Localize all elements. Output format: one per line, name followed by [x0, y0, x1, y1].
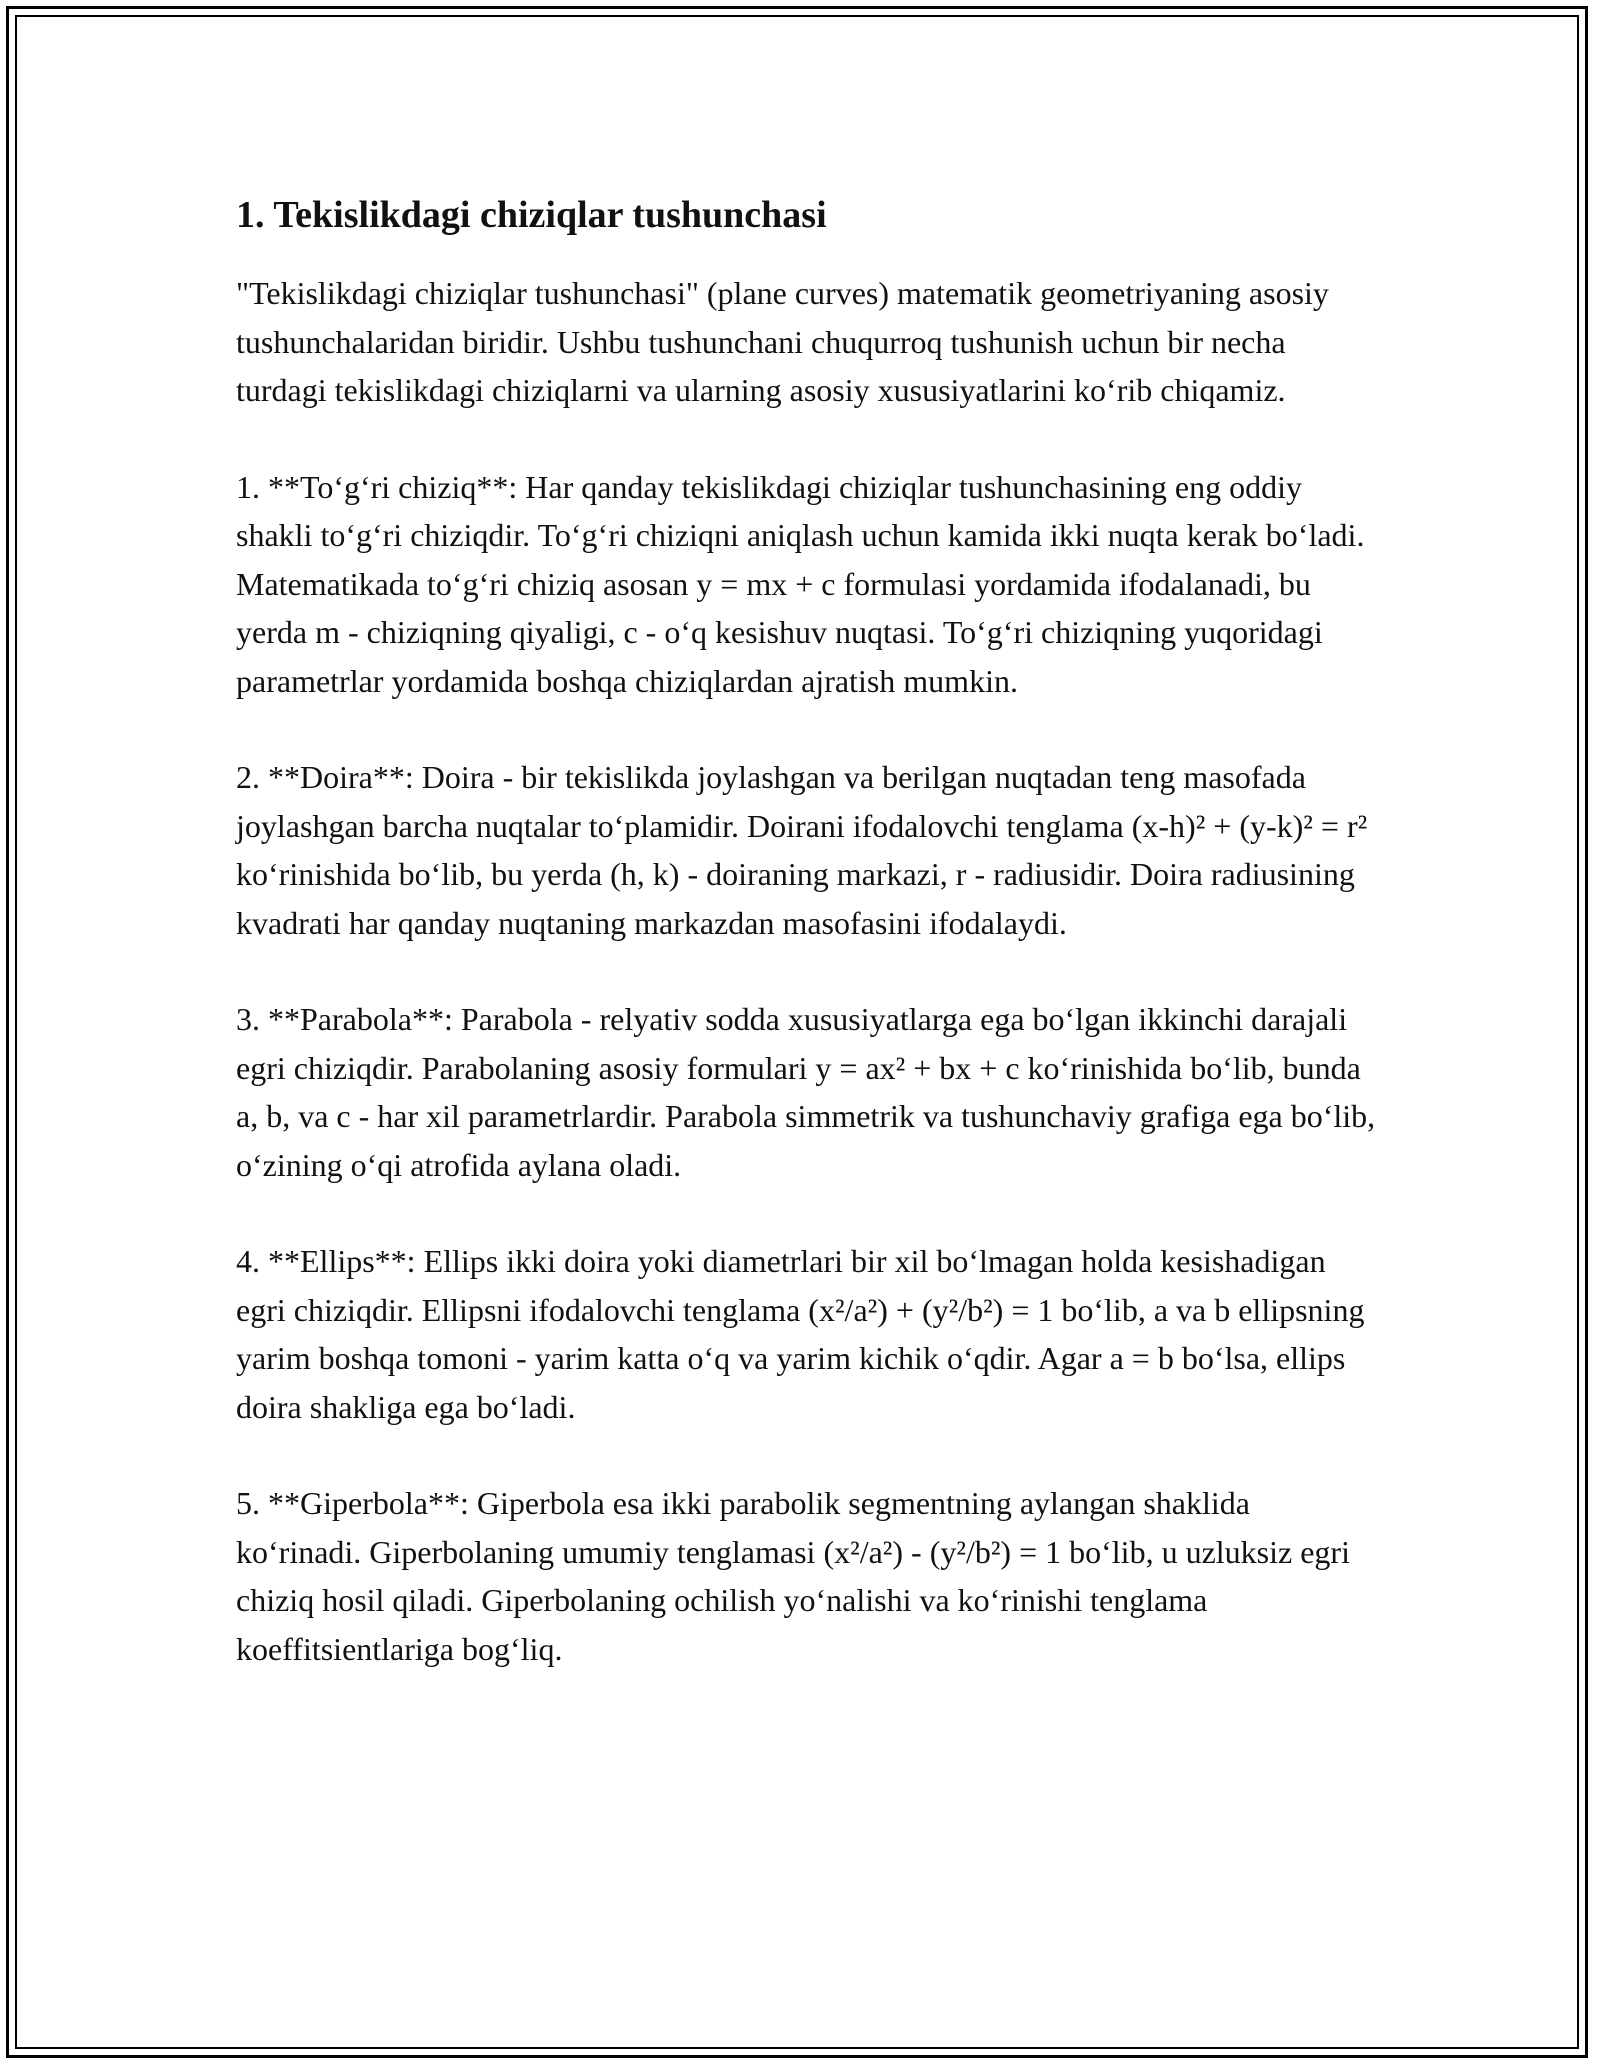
paragraph-ellipse: 4. **Ellips**: Ellips ikki doira yoki diametrlari bir xil bo‘lmagan holda kesishadigan egri chiziqdir. Ellipsni ifodalovchi tenglama (x²/a²) + (y²/b²) = 1 bo‘lib, a va b ellipsning yarim boshqa tomoni - yarim katta o‘q va yarim kichik o‘qdir. Agar a = b bo‘lsa, ellips doira shakliga ega bo‘ladi.: [236, 1243, 1365, 1425]
paragraph-parabola: 3. **Parabola**: Parabola - relyativ sodda xususiyatlarga ega bo‘lgan ikkinchi darajali egri chiziqdir. Parabolaning asosiy formulari y = ax² + bx + c ko‘rinishida bo‘lib, bunda a, b, va c - har xil parametrlardir. Parabola simmetrik va tushunchaviy grafiga ega bo‘lib, o‘zining o‘qi atrofida aylana oladi.: [236, 1001, 1376, 1183]
document-body: [236, 185, 1376, 1721]
intro-paragraph: "Tekislikdagi chiziqlar tushunchasi" (plane curves) matematik geometriyaning asosiy tushunchalaridan biridir. Ushbu tushunchani chuqurroq tushunish uchun bir necha turdagi tekislikdagi chiziqlarni va ularning asosiy xususiyatlarini ko‘rib chiqamiz.: [236, 275, 1329, 408]
paragraph-circle: 2. **Doira**: Doira - bir tekislikda joylashgan va berilgan nuqtadan teng masofada joylashgan barcha nuqtalar to‘plamidir. Doirani ifodalovchi tenglama (x-h)² + (y-k)² = r² ko‘rinishida bo‘lib, bu yerda (h, k) - doiraning markazi, r - radiusidir. Doira radiusining kvadrati har qanday nuqtaning markazdan masofasini ifodalaydi.: [236, 759, 1368, 941]
document-title: 1. Tekislikdagi chiziqlar tushunchasi: [236, 194, 827, 236]
paragraph-straight-line: 1. **To‘g‘ri chiziq**: Har qanday tekislikdagi chiziqlar tushunchasining eng oddiy shakli to‘g‘ri chiziqdir. To‘g‘ri chiziqni aniqlash uchun kamida ikki nuqta kerak bo‘ladi. Matematikada to‘g‘ri chiziq asosan y = mx + c formulasi yordamida ifodalanadi, bu yerda m - chiziqning qiyaligi, c - o‘q kesishuv nuqtasi. To‘g‘ri chiziqning yuqoridagi parametrlar yordamida boshqa chiziqlardan ajratish mumkin.: [236, 468, 1365, 699]
paragraph-hyperbola: 5. **Giperbola**: Giperbola esa ikki parabolik segmentning aylangan shaklida ko‘rinadi. Giperbolaning umumiy tenglamasi (x²/a²) - (y²/b²) = 1 bo‘lib, u uzluksiz egri chiziq hosil qiladi. Giperbolaning ochilish yo‘nalishi va ko‘rinishi tenglama koeffitsientlariga bog‘liq.: [236, 1485, 1350, 1667]
